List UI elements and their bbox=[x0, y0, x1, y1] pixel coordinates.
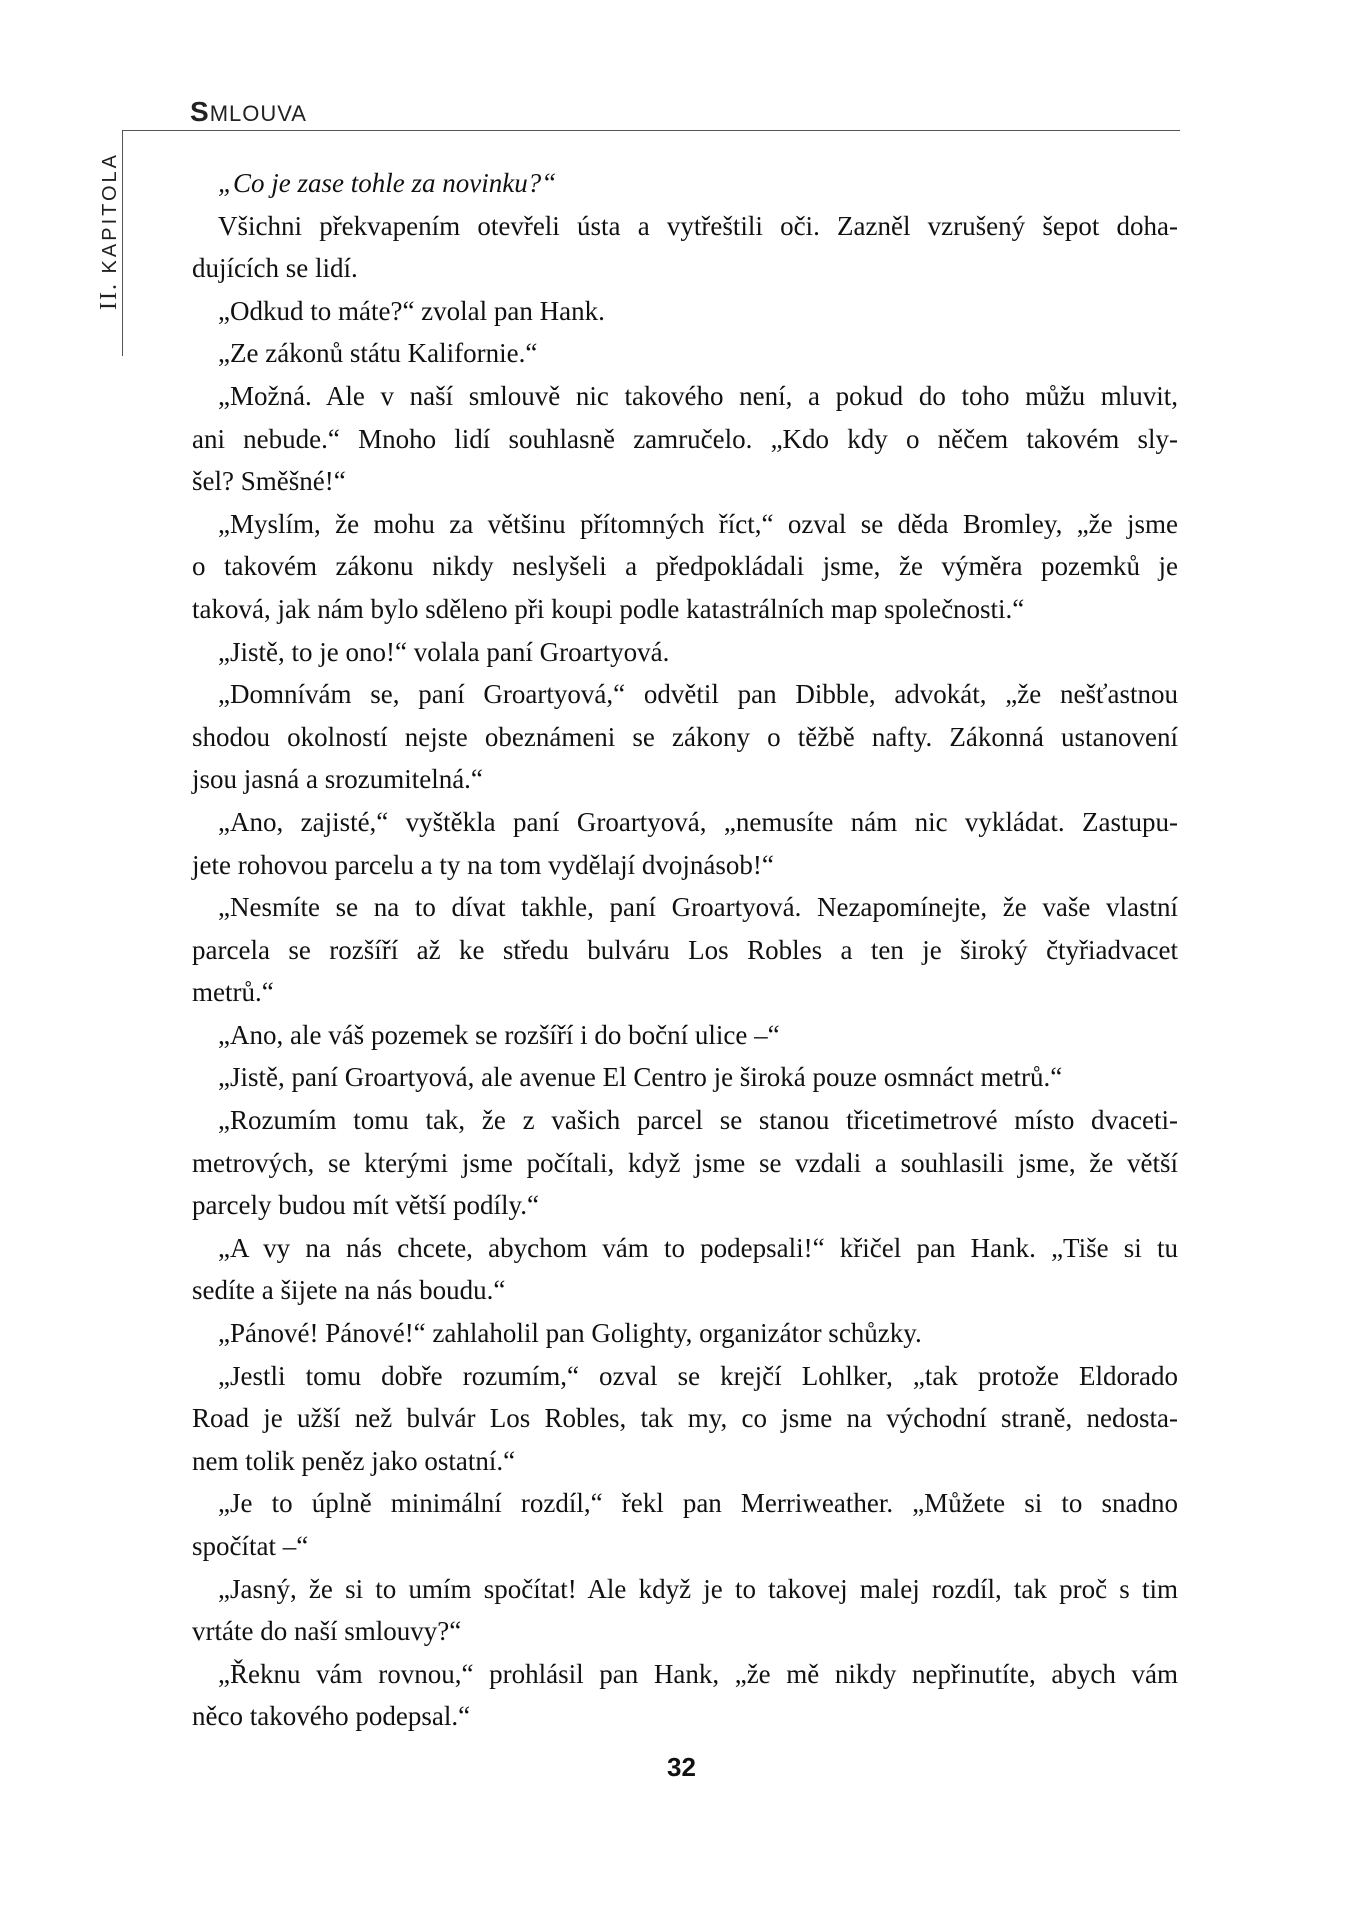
text-line: o takovém zákonu nikdy neslyšeli a předpokládali jsme, že výměra pozemků je bbox=[192, 551, 1178, 582]
text-line: „Jestli tomu dobře rozumím,“ ozval se krejčí Lohlker, „tak protože Eldorado bbox=[218, 1360, 1178, 1391]
running-head bbox=[190, 96, 307, 128]
paragraph bbox=[192, 673, 1178, 801]
text-line: šel? Směšné!“ bbox=[192, 466, 346, 497]
paragraph bbox=[192, 1355, 1178, 1483]
paragraph bbox=[192, 503, 1178, 631]
text-line: jete rohovou parcelu a ty na tom vydělají dvojnásob!“ bbox=[192, 849, 774, 880]
text-line: parcela se rozšíří až ke středu bulváru Los Robles a ten je široký čtyřiadvacet bbox=[192, 934, 1178, 965]
paragraph bbox=[192, 1099, 1178, 1227]
text-line: „Myslím, že mohu za většinu přítomných říct,“ ozval se děda Bromley, „že jsme bbox=[218, 508, 1178, 539]
text-line: „Domnívám se, paní Groartyová,“ odvětil pan Dibble, advokát, „že nešťastnou bbox=[218, 679, 1178, 710]
chapter-label bbox=[96, 152, 123, 310]
text-line: „Je to úplně minimální rozdíl,“ řekl pan Merriweather. „Můžete si to snadno bbox=[218, 1488, 1178, 1519]
text-line: něco takového podepsal.“ bbox=[192, 1701, 471, 1732]
text-line: sedíte a šijete na nás boudu.“ bbox=[192, 1275, 506, 1306]
paragraph bbox=[192, 162, 1178, 205]
text-line: ani nebude.“ Mnoho lidí souhlasně zamručelo. „Kdo kdy o něčem takovém sly- bbox=[192, 423, 1178, 454]
text-line: metrů.“ bbox=[192, 977, 274, 1008]
running-head-initial: S bbox=[190, 96, 210, 127]
page-number: 32 bbox=[667, 1752, 696, 1782]
text-line: nem tolik peněz jako ostatní.“ bbox=[192, 1445, 516, 1476]
text-line: „Nesmíte se na to dívat takhle, paní Groartyová. Nezapomínejte, že vaše vlastní bbox=[218, 892, 1178, 923]
text-line: Všichni překvapením otevřeli ústa a vytřeštili oči. Zazněl vzrušený šepot doha- bbox=[218, 210, 1178, 241]
text-line: „Řeknu vám rovnou,“ prohlásil pan Hank, „že mě nikdy nepřinutíte, abych vám bbox=[218, 1658, 1178, 1689]
text-line: metrových, se kterými jsme počítali, když jsme se vzdali a souhlasili jsme, že větší bbox=[192, 1147, 1178, 1178]
text-line: vrtáte do naší smlouvy?“ bbox=[192, 1616, 462, 1647]
chapter-word: KAPITOLA bbox=[99, 152, 121, 274]
text-line: „Rozumím tomu tak, že z vašich parcel se stanou třicetimetrové místo dvaceti- bbox=[218, 1105, 1178, 1136]
running-head-rest: MLOUVA bbox=[209, 101, 307, 126]
text-line: „Co je zase tohle za novinku?“ bbox=[218, 168, 557, 198]
paragraph bbox=[192, 332, 1178, 375]
text-line: jsou jasná a srozumitelná.“ bbox=[192, 764, 483, 795]
paragraph bbox=[192, 1568, 1178, 1653]
paragraph bbox=[192, 801, 1178, 886]
text-line: „Jasný, že si to umím spočítat! Ale když je to takovej malej rozdíl, tak proč s tim bbox=[218, 1573, 1178, 1604]
text-line: „Možná. Ale v naší smlouvě nic takového není, a pokud do toho můžu mluvit, bbox=[218, 380, 1178, 411]
paragraph bbox=[192, 205, 1178, 290]
body-text bbox=[192, 162, 1178, 1738]
text-line: „Odkud to máte?“ zvolal pan Hank. bbox=[218, 295, 605, 326]
text-line: „Pánové! Pánové!“ zahlaholil pan Golighty, organizátor schůzky. bbox=[218, 1318, 922, 1349]
paragraph bbox=[192, 886, 1178, 1014]
text-line: Road je užší než bulvár Los Robles, tak my, co jsme na východní straně, nedosta- bbox=[192, 1403, 1178, 1434]
text-line: taková, jak nám bylo sděleno při koupi podle katastrálních map společnosti.“ bbox=[192, 593, 1025, 624]
paragraph bbox=[192, 1482, 1178, 1567]
text-line: „A vy na nás chcete, abychom vám to podepsali!“ křičel pan Hank. „Tiše si tu bbox=[218, 1232, 1178, 1263]
text-line: „Jistě, to je ono!“ volala paní Groartyová. bbox=[218, 636, 670, 667]
paragraph bbox=[192, 1056, 1178, 1099]
text-line: parcely budou mít větší podíly.“ bbox=[192, 1190, 539, 1221]
header-rule bbox=[122, 130, 1180, 131]
paragraph bbox=[192, 1653, 1178, 1738]
paragraph bbox=[192, 375, 1178, 503]
paragraph bbox=[192, 290, 1178, 333]
chapter-number: II. bbox=[96, 282, 122, 310]
text-line: „Jistě, paní Groartyová, ale avenue El Centro je široká pouze osmnáct metrů.“ bbox=[218, 1062, 1063, 1093]
paragraph bbox=[192, 1227, 1178, 1312]
text-line: spočítat –“ bbox=[192, 1531, 309, 1561]
text-line: „Ze zákonů státu Kalifornie.“ bbox=[218, 338, 538, 369]
text-line: shodou okolností nejste obeznámeni se zákony o těžbě nafty. Zákonná ustanovení bbox=[192, 721, 1178, 752]
text-line: „Ano, ale váš pozemek se rozšíří i do boční ulice –“ bbox=[218, 1019, 780, 1050]
text-line: dujících se lidí. bbox=[192, 253, 358, 284]
paragraph bbox=[192, 1014, 1178, 1057]
paragraph bbox=[192, 1312, 1178, 1355]
paragraph bbox=[192, 631, 1178, 674]
text-line: „Ano, zajisté,“ vyštěkla paní Groartyová, „nemusíte nám nic vykládat. Zastupu- bbox=[218, 806, 1178, 837]
